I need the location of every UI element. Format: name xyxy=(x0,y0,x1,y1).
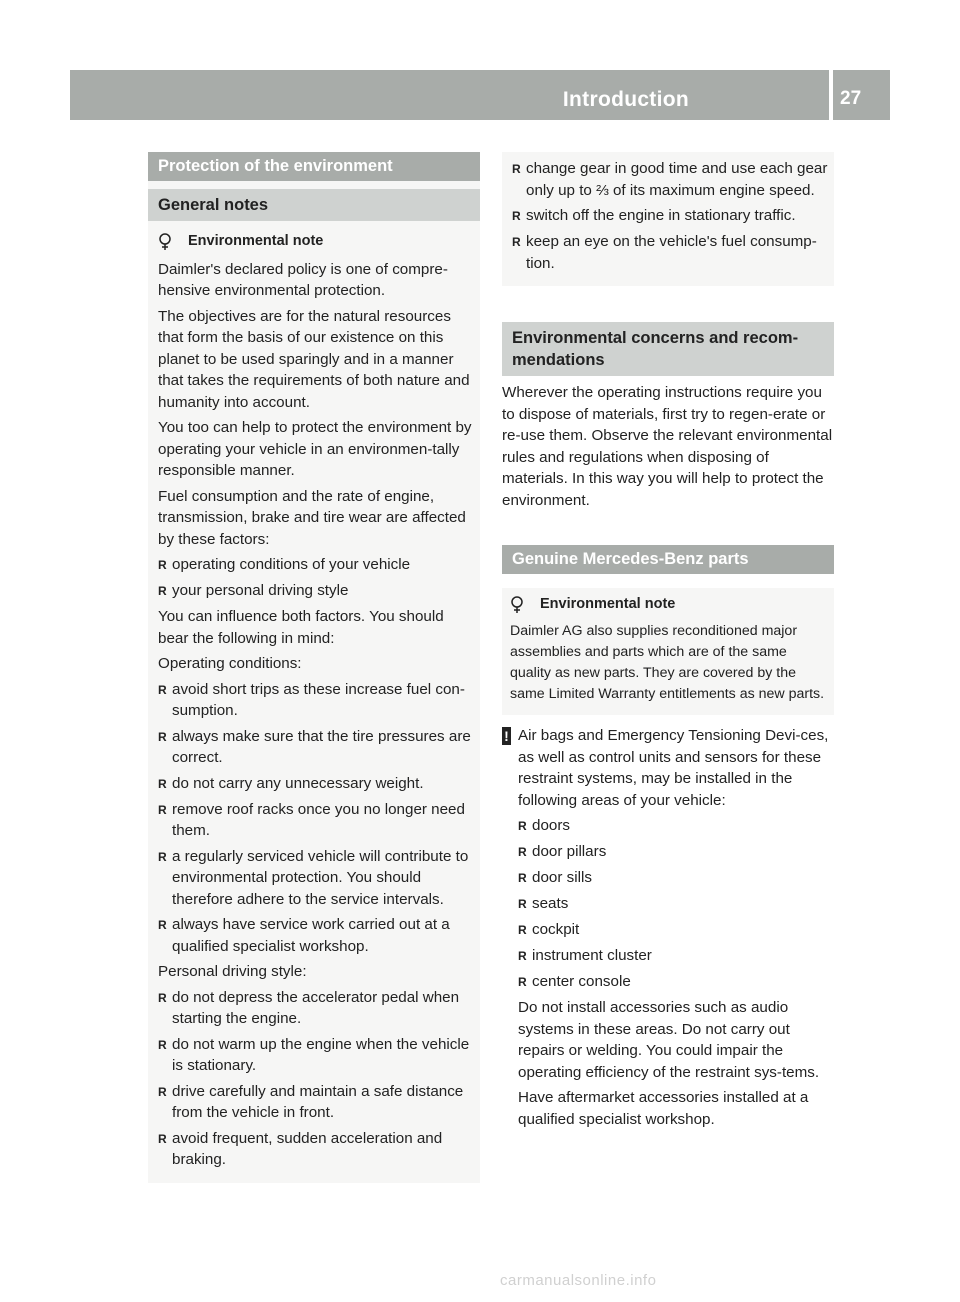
warning-text: Air bags and Emergency Tensioning Devi-ces, as well as control units and sensors for these restraint systems, may be installed in the following areas of your vehicle: xyxy=(518,727,829,809)
lightbulb-icon xyxy=(158,233,172,251)
left-column xyxy=(148,152,480,1183)
list-item: R change gear in good time and use each gear only up to ⅔ of its maximum engine speed. xyxy=(512,160,828,199)
paragraph: Have aftermarket accessories installed at a qualified specialist workshop. xyxy=(518,1089,809,1128)
environmental-note-heading xyxy=(158,231,474,253)
list-item: R door sills xyxy=(518,869,592,886)
paragraph: Daimler AG also supplies reconditioned major assemblies and parts which are of the same quality as new parts. They are covered by the same Limited Warranty entitlements as new parts. xyxy=(510,623,825,702)
watermark: carmanualsonline.info xyxy=(500,1272,657,1289)
driving-label: Personal driving style: xyxy=(158,963,307,980)
paragraph: Daimler's declared policy is one of compre-hensive environmental protection. xyxy=(158,260,448,299)
paragraph: Fuel consumption and the rate of engine, transmission, brake and tire wear are affected by these factors: xyxy=(158,487,466,548)
section-title-genuine-parts: Genuine Mercedes-Benz parts xyxy=(502,545,834,574)
list-item: R do not depress the accelerator pedal when starting the engine. xyxy=(158,988,460,1027)
lightbulb-icon xyxy=(510,596,524,614)
list-item: R instrument cluster xyxy=(518,947,652,964)
list-item: R cockpit xyxy=(518,921,580,938)
paragraph: The objectives are for the natural resources that form the basis of our existence on this planet to be used sparingly and in a manner that takes the requirements of both nature and humanity into account. xyxy=(158,307,470,411)
list-item: R do not warm up the engine when the vehicle is stationary. xyxy=(158,1035,470,1074)
list-item: R center console xyxy=(518,973,631,990)
warning-block xyxy=(502,725,834,1134)
paragraph: You too can help to protect the environment by operating your vehicle in an environmen-tally responsible manner. xyxy=(158,419,472,479)
note-title: Environmental note xyxy=(188,233,324,249)
list-item: R operating conditions of your vehicle xyxy=(158,556,411,573)
chapter-title: Introduction xyxy=(562,88,689,111)
environmental-note-box xyxy=(502,588,834,715)
list-item: R avoid short trips as these increase fuel con-sumption. xyxy=(158,680,465,719)
list-item: R do not carry any unnecessary weight. xyxy=(158,774,424,792)
list-item: R doors xyxy=(518,817,570,834)
right-column xyxy=(502,152,834,1134)
list-item: R door pillars xyxy=(518,843,607,860)
warning-icon: ! xyxy=(502,727,511,745)
list-item: R avoid frequent, sudden acceleration and braking. xyxy=(158,1129,443,1168)
paragraph: Wherever the operating instructions require you to dispose of materials, first try to regen-erate or re-use them. Observe the relevant environmental rules and regulations when disposing of materials. In this way you will help to protect the environment. xyxy=(502,384,833,509)
header-divider xyxy=(829,70,833,120)
paragraph: Do not install accessories such as audio systems in these areas. Do not carry out repairs or welding. You could impair the operating efficiency of the restraint sys-tems. xyxy=(518,999,820,1081)
list-item: R always have service work carried out at a qualified specialist workshop. xyxy=(158,916,450,955)
list-item: R drive carefully and maintain a safe distance from the vehicle in front. xyxy=(158,1082,464,1121)
list-item: R switch off the engine in stationary traffic. xyxy=(512,207,796,224)
section-title-protection: Protection of the environment xyxy=(148,152,480,181)
environmental-note-heading xyxy=(510,588,828,615)
list-item: R keep an eye on the vehicle's fuel consump-tion. xyxy=(512,233,817,272)
paragraph: You can influence both factors. You should bear the following in mind: xyxy=(158,608,444,647)
page-number: 27 xyxy=(840,88,862,109)
header-bar xyxy=(70,70,890,120)
driving-continued-panel xyxy=(502,152,834,286)
subsection-title-general-notes: General notes xyxy=(148,189,480,221)
note-title: Environmental note xyxy=(540,596,676,612)
list-item: R remove roof racks once you no longer need them. xyxy=(158,800,465,839)
list-item: R seats xyxy=(518,895,569,912)
list-item: R your personal driving style xyxy=(158,582,349,599)
list-item: R a regularly serviced vehicle will contribute to environmental protection. You should therefore adhere to the service intervals. xyxy=(158,847,469,908)
section-title-concerns: Environmental concerns and recom-mendations xyxy=(502,322,834,376)
operating-label: Operating conditions: xyxy=(158,655,302,672)
list-item: R always make sure that the tire pressures are correct. xyxy=(158,727,471,766)
